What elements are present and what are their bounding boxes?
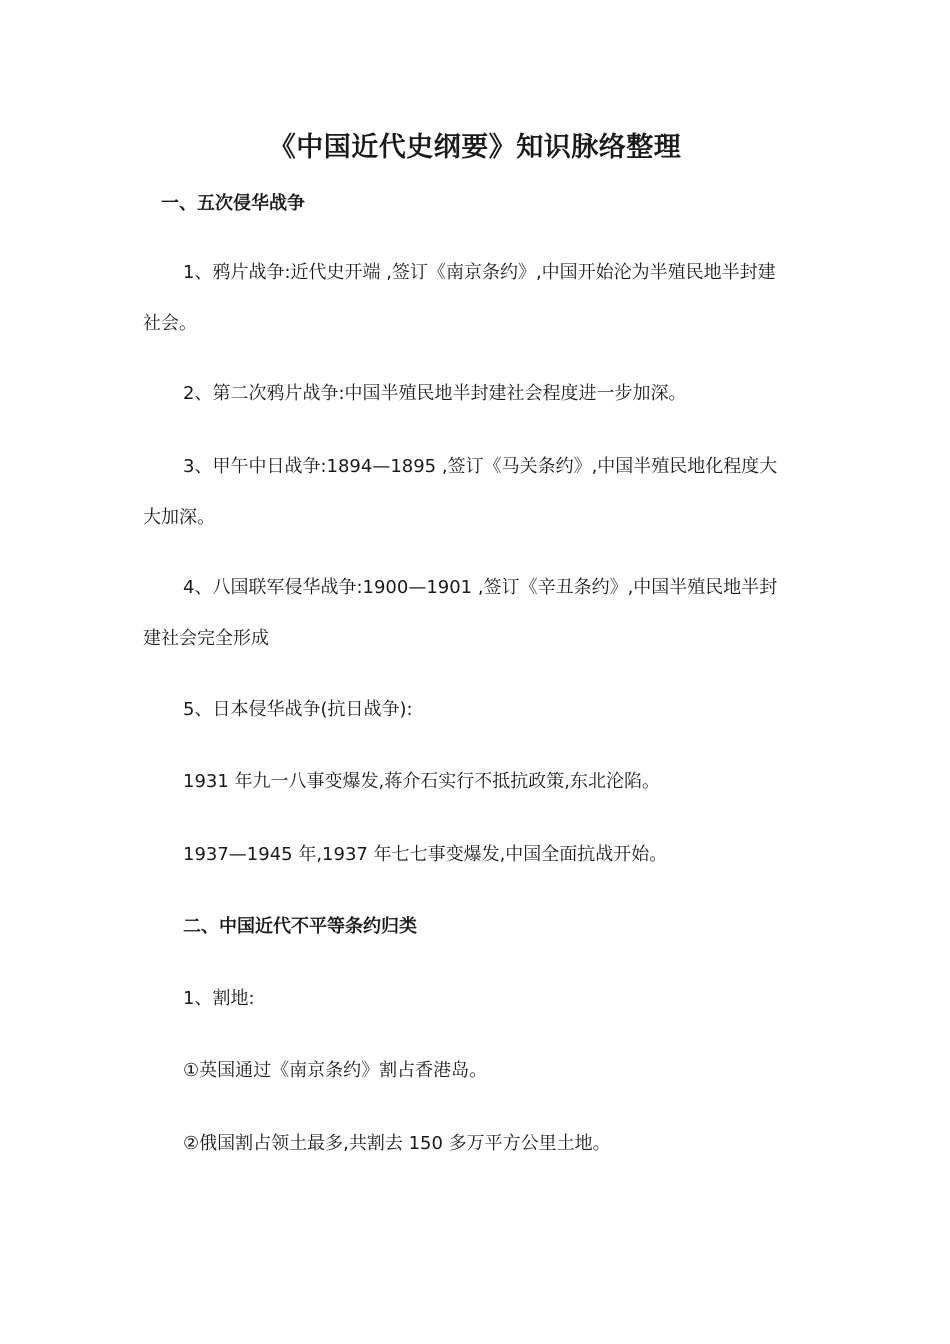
note-1937: 1937—1945 年,1937 年七七事变爆发,中国全面抗战开始。	[183, 844, 668, 865]
point-hong-kong: ①英国通过《南京条约》割占香港岛。	[183, 1060, 488, 1081]
paragraph-japanese-invasion: 5、日本侵华战争(抗日战争):	[183, 699, 413, 720]
point-russia: ②俄国割占领土最多,共割去 150 多万平方公里土地。	[183, 1133, 611, 1154]
subheading-land-cession: 1、割地:	[183, 988, 255, 1009]
paragraph-sino-japanese-war-line1: 3、甲午中日战争:1894—1895 ,签订《马关条约》,中国半殖民地化程度大	[183, 456, 778, 477]
paragraph-eight-nation-line2: 建社会完全形成	[143, 628, 269, 649]
section-heading-wars: 一、五次侵华战争	[161, 193, 305, 214]
paragraph-opium-war-line2: 社会。	[143, 313, 197, 334]
paragraph-eight-nation-line1: 4、八国联军侵华战争:1900—1901 ,签订《辛丑条约》,中国半殖民地半封	[183, 577, 778, 598]
paragraph-opium-war-line1: 1、鸦片战争:近代史开端 ,签订《南京条约》,中国开始沦为半殖民地半封建	[183, 262, 776, 283]
paragraph-second-opium-war: 2、第二次鸦片战争:中国半殖民地半封建社会程度进一步加深。	[183, 383, 687, 404]
note-1931: 1931 年九一八事变爆发,蒋介石实行不抵抗政策,东北沦陷。	[183, 771, 660, 792]
paragraph-sino-japanese-war-line2: 大加深。	[143, 507, 215, 528]
section-heading-treaties: 二、中国近代不平等条约归类	[183, 916, 417, 937]
document-title: 《中国近代史纲要》知识脉络整理	[268, 132, 682, 163]
